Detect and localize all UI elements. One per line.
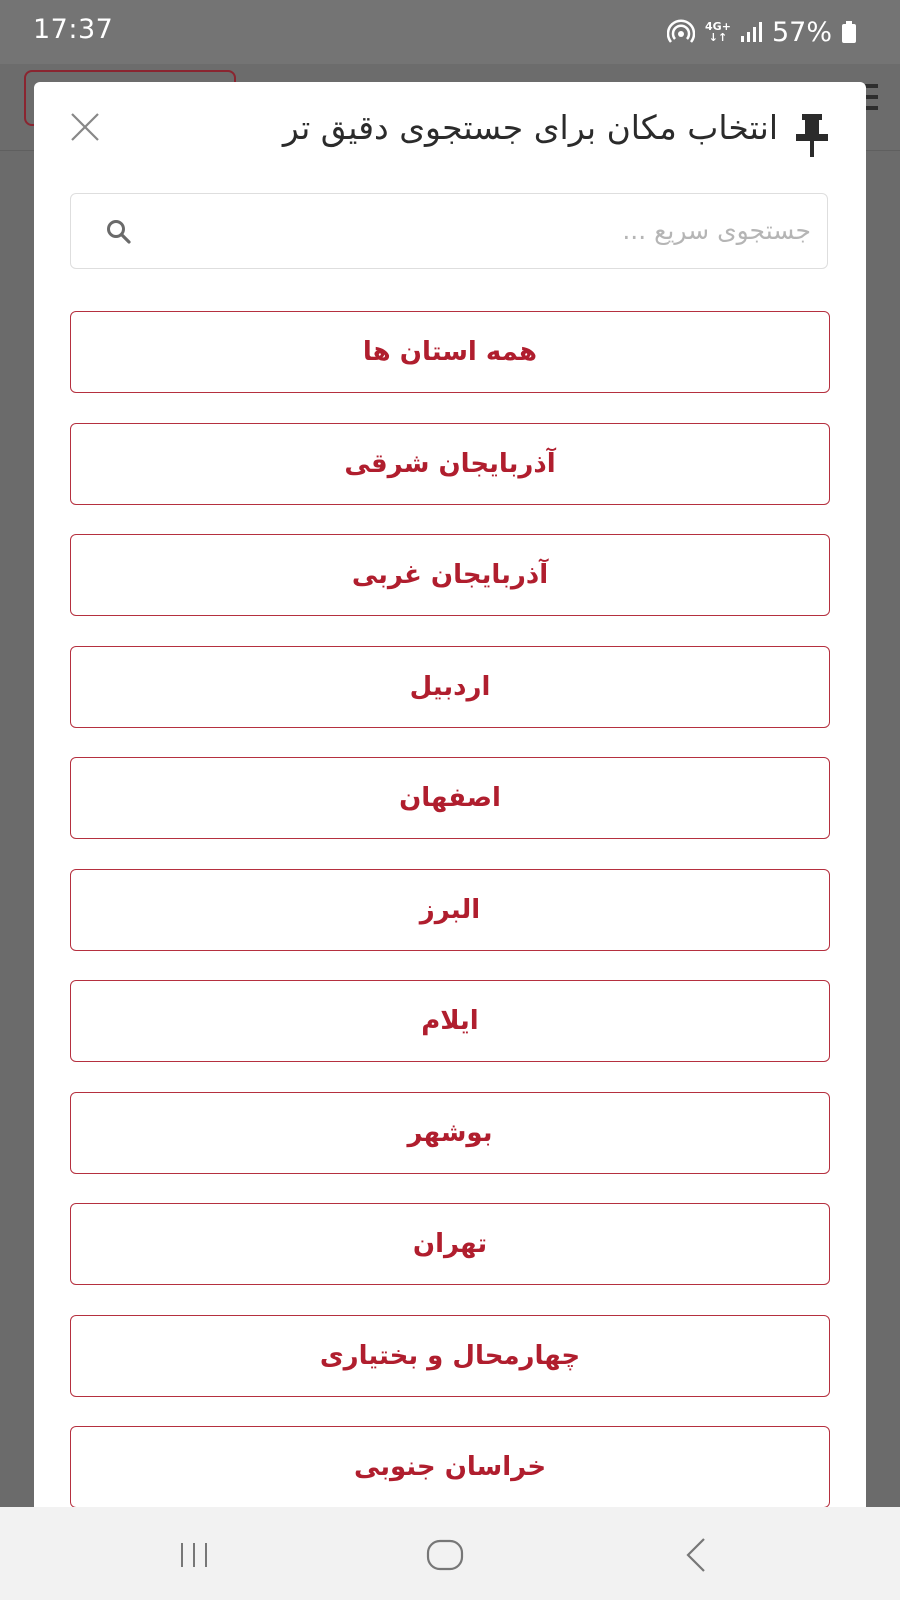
modal-title: انتخاب مکان برای جستجوی دقیق تر [282, 108, 778, 147]
signal-icon [741, 22, 762, 42]
search-box [70, 193, 828, 269]
province-label: آذربایجان شرقی [344, 448, 556, 479]
status-bar [0, 0, 900, 64]
province-item-chaharmahal[interactable] [70, 1315, 830, 1397]
province-label: اصفهان [399, 783, 501, 813]
province-item-south-khorasan[interactable] [70, 1426, 830, 1508]
status-icons [667, 14, 856, 50]
province-label: خراسان جنوبی [353, 1452, 547, 1482]
province-item-bushehr[interactable] [70, 1092, 830, 1174]
home-icon[interactable] [423, 1533, 467, 1577]
province-item-east-azerbaijan[interactable] [70, 423, 830, 505]
navigation-bar [0, 1507, 900, 1600]
province-item-tehran[interactable] [70, 1203, 830, 1285]
close-button[interactable] [62, 104, 108, 150]
menu-icon [864, 84, 878, 117]
province-label: آذربایجان غربی [351, 560, 549, 590]
status-time: 17:37 [33, 14, 114, 45]
province-label: بوشهر [407, 1117, 493, 1148]
hotspot-icon [667, 18, 695, 46]
recent-apps-icon[interactable] [172, 1533, 216, 1577]
province-item-ilam[interactable] [70, 980, 830, 1062]
search-icon[interactable] [105, 218, 133, 246]
province-item-west-azerbaijan[interactable] [70, 534, 830, 616]
network-4g-icon: 4G+ ↓↑ [705, 20, 731, 44]
battery-percent: 57% [771, 16, 832, 48]
province-list [70, 311, 830, 1512]
province-label: همه استان ها [362, 337, 538, 367]
province-label: اردبیل [409, 671, 491, 702]
province-label: چهارمحال و بختیاری [319, 1340, 581, 1371]
province-item-all[interactable] [70, 311, 830, 393]
province-item-alborz[interactable] [70, 869, 830, 951]
province-item-isfahan[interactable] [70, 757, 830, 839]
province-label: ایلام [421, 1006, 479, 1036]
location-modal [34, 82, 866, 1512]
close-icon [68, 110, 102, 144]
back-icon[interactable] [676, 1533, 720, 1577]
battery-icon [842, 21, 856, 43]
province-label: البرز [419, 894, 481, 925]
pin-icon [792, 110, 832, 160]
modal-header [34, 82, 866, 192]
province-label: تهران [412, 1229, 488, 1259]
search-input[interactable] [151, 194, 821, 267]
province-item-ardabil[interactable] [70, 646, 830, 728]
